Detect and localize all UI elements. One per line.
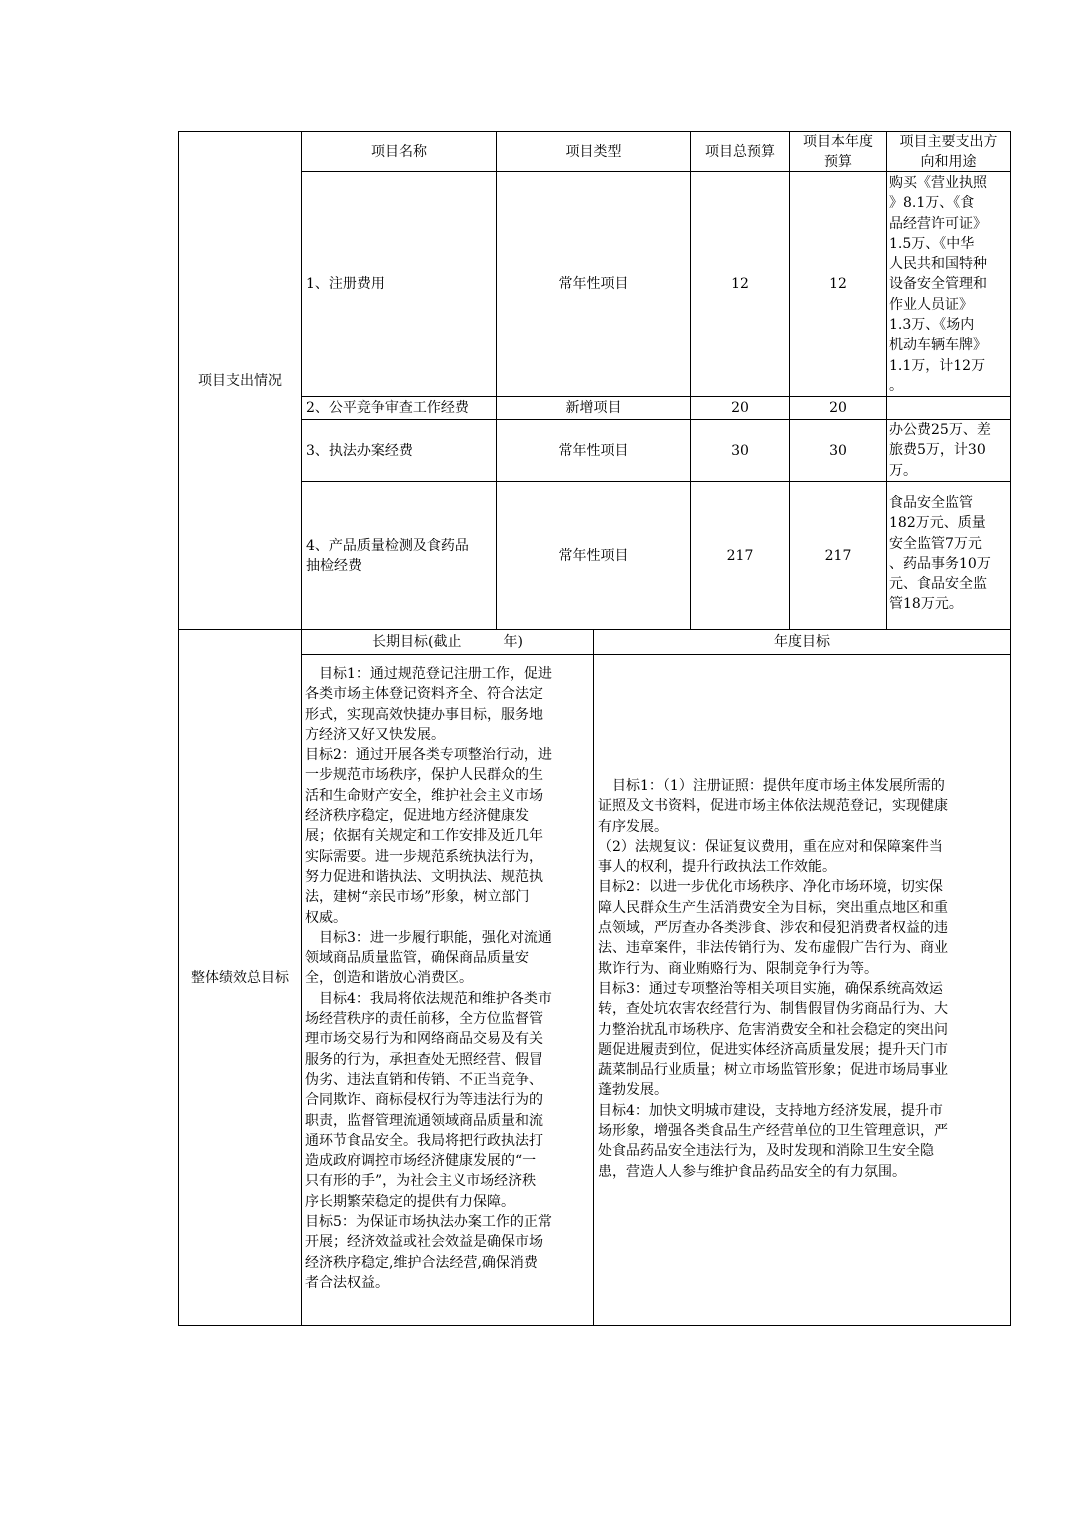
header-project-name: 项目名称 xyxy=(371,143,427,160)
annual-goals-text: 目标1：（1）注册证照：提供年度市场主体发展所需的 证照及文书资料，促进市场主体依法规范登记，实现健康 有序发展。 （2）法规复议：保证复议费用，重在应对和保障案件当 事人的权利，提升行政执法工作效能。 目标2：以进一步优化市场秩序、净化市场环境，切实保 障人民群众生产生活消费安全为目标，突出重点地区和重 点领域，严厉查办各类涉食、涉农和侵犯消费者权益的违 法、违章案件，非法传销行为、发布虚假广告行为、商业 欺诈行为、商业贿赂行为、限制竞争行为等。 目标3：通过专项整治等相关项目实施，确保系统高效运 转，查处坑农害农经营行为、制售假冒伪劣商品行为、大 力整治扰乱市场秩序、危害消费安全和社会稳定的突出问 题促进履责到位，促进实体经济高质量发展；提升天门市 蔬菜制品行业质量；树立市场监管形象；促进市场局事业 蓬勃发展。 目标4：加快文明城市建设，支持地方经济发展，提升市 场形象，增强各类食品生产经营单位的卫生管理意识，严 处食品药品安全违法行为，及时发现和消除卫生安全隐 患，营造人人参与维护食品药品安全的有力氛围。 xyxy=(598,778,948,1180)
row2-total-budget: 20 xyxy=(731,400,749,416)
row3-usage: 办公费25万、差 旅费5万，计30 万。 xyxy=(889,422,991,479)
row1-project-name: 1、注册费用 xyxy=(306,276,385,292)
row4-project-type: 常年性项目 xyxy=(558,547,629,564)
header-project-type: 项目类型 xyxy=(565,143,622,160)
section-label-project-expenditure: 项目支出情况 xyxy=(198,372,282,389)
section-label-overall-goals: 整体绩效总目标 xyxy=(191,969,289,986)
row1-usage: 购买《营业执照 》8.1万、《食 品经营许可证》 1.5万、《中华 人民共和国特种 设备安全管理和 作业人员证》 1.3万、《场内 机动车辆车牌》 1.1万，计12万 。 xyxy=(889,175,987,394)
row4-total-budget: 217 xyxy=(726,547,754,564)
row3-project-name: 3、执法办案经费 xyxy=(306,442,413,459)
row1-project-type: 常年性项目 xyxy=(558,276,629,292)
row3-total-budget: 30 xyxy=(731,442,749,459)
row4-project-name: 4、产品质量检测及食药品 抽检经费 xyxy=(306,537,469,574)
row4-annual-budget: 217 xyxy=(824,547,852,564)
annual-goals-header: 年度目标 xyxy=(774,634,830,650)
row2-annual-budget: 20 xyxy=(829,400,847,416)
row2-usage xyxy=(889,397,1010,419)
row3-annual-budget: 30 xyxy=(829,442,847,459)
row1-total-budget: 12 xyxy=(731,276,749,292)
row3-project-type: 常年性项目 xyxy=(558,442,629,459)
long-term-goals-header: 长期目标(截止 年) xyxy=(372,634,523,650)
header-usage: 项目主要支出方 向和用途 xyxy=(899,133,998,170)
row1-annual-budget: 12 xyxy=(829,276,847,292)
long-term-goals-text: 目标1：通过规范登记注册工作，促进 各类市场主体登记资料齐全、符合法定 形式，实现高效快捷办事目标，服务地 方经济又好又快发展。 目标2：通过开展各类专项整治行动，进 一步规范市场秩序，保护人民群众的生 活和生命财产安全，维护社会主义市场 经济秩序稳定，促进地方经济健康发 展；依据有关规定和工作安排及近几年 实际需要。进一步规范系统执法行为， 努力促进和谐执法、文明执法、规范执 法，建树“亲民市场”形象，树立部门 权威。 目标3：进一步履行职能，强化对流通 领域商品质量监管，确保商品质量安 全，创造和谐放心消费区。 目标4：我局将依法规范和维护各类市 场经营秩序的责任前移，全方位监督管 理市场交易行为和网络商品交易及有关 服务的行为，承担查处无照经营、假冒 伪劣、违法直销和传销、不正当竞争、 合同欺诈、商标侵权行为等违法行为的 职责，监督管理流通领域商品质量和流 通环节食品安全。我局将把行政执法打 造成政府调控市场经济健康发展的“一 只有形的手”，为社会主义市场经济秩 序长期繁荣稳定的提供有力保障。 目标5：为保证市场执法办案工作的正常 开展；经济效益或社会效益是确保市场 经济秩序稳定,维护合法经营,确保消费 者合法权益。 xyxy=(305,666,552,1291)
row2-project-type: 新增项目 xyxy=(565,400,622,416)
table-right-border xyxy=(1010,131,1011,1325)
goals-header-divider xyxy=(301,654,1011,655)
header-annual-budget: 项目本年度 预算 xyxy=(803,133,873,170)
col-divider-usage xyxy=(886,131,887,629)
row2-project-name: 2、公平竞争审查工作经费 xyxy=(306,400,469,416)
header-total-budget: 项目总预算 xyxy=(705,143,775,160)
table-bottom-border xyxy=(178,1325,1011,1326)
row4-usage: 食品安全监管 182万元、质量 安全监管7万元 、药品事务10万 元、食品安全监 管18万元。 xyxy=(889,495,991,613)
goals-column-divider xyxy=(593,629,594,1325)
